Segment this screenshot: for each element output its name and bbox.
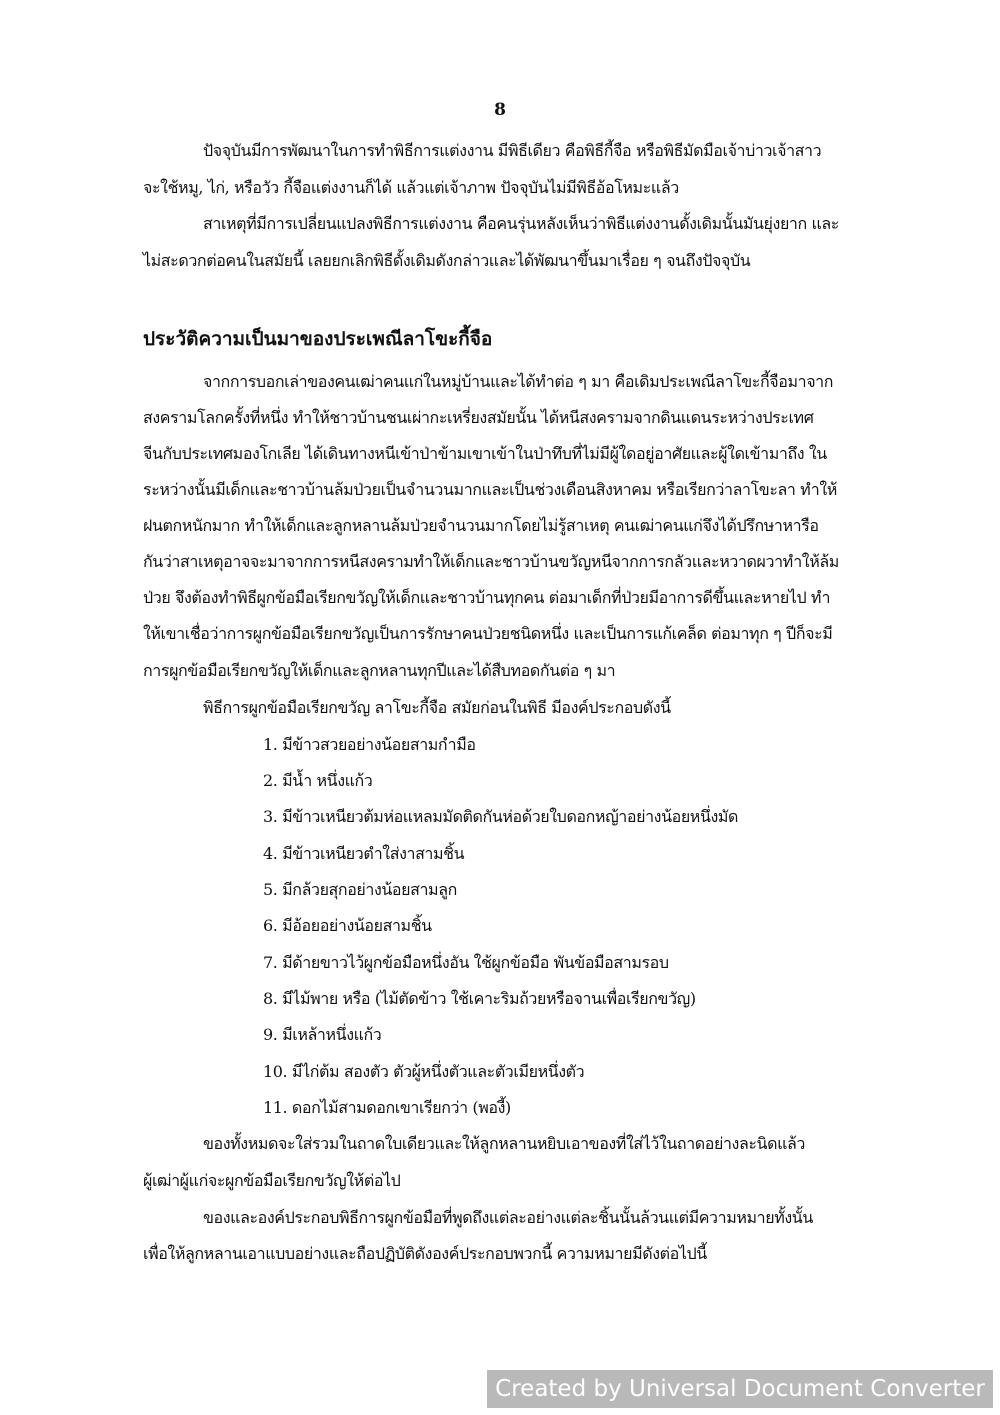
list-item: 10. มีไก่ต้ม สองตัว ตัวผู้หนึ่งตัวและตัวเมียหนึ่งตัว (263, 1062, 585, 1081)
list-item: 6. มีอ้อยอย่างน้อยสามชิ้น (263, 916, 432, 935)
section-heading: ประวัติความเป็นมาของประเพณีลาโขะกี้จือ (143, 328, 493, 350)
paragraph-line: ของทั้งหมดจะใส่รวมในถาดใบเดียวและให้ลูกหลานหยิบเอาของที่ใส่ไว้ในถาดอย่างละนิดแล้ว (203, 1134, 805, 1153)
list-item: 4. มีข้าวเหนียวตำใส่งาสามชิ้น (263, 844, 465, 863)
paragraph-line: ไม่สะดวกต่อคนในสมัยนี้ เลยยกเลิกพิธีดั้งเดิมดังกล่าวและได้พัฒนาขึ้นมาเรื่อย ๆ จนถึงปัจจุบัน (143, 251, 751, 270)
paragraph-line: จีนกับประเทศมองโกเลีย ได้เดินทางหนีเข้าป่าข้ามเขาเข้าในป่าทึบที่ไม่มีผู้ใดอยู่อาศัยและผู้ใดเข้ามาถึง ใน (143, 444, 827, 463)
list-item: 9. มีเหล้าหนึ่งแก้ว (263, 1025, 382, 1044)
paragraph-line: สาเหตุที่มีการเปลี่ยนแปลงพิธีการแต่งงาน คือคนรุ่นหลังเห็นว่าพิธีแต่งงานดั้งเดิมนั้นมันยุ่งยาก และ (203, 214, 839, 233)
paragraph-line: จะใช้หมู, ไก่, หรือวัว กี้จือแต่งงานก็ได้ แล้วแต่เจ้าภาพ ปัจจุบันไม่มีพิธีอ้อโหมะแล้ว (143, 178, 679, 197)
paragraph-line: ของและองค์ประกอบพิธีการผูกข้อมือที่พูดถึงแต่ละอย่างแต่ละชิ้นนั้นล้วนแต่มีความหมายทั้งนั้น (203, 1208, 813, 1227)
list-item: 2. มีน้ำ หนึ่งแก้ว (263, 771, 373, 790)
list-item: 5. มีกล้วยสุกอย่างน้อยสามลูก (263, 880, 457, 899)
paragraph-line: การผูกข้อมือเรียกขวัญให้เด็กและลูกหลานทุกปีและได้สืบทอดกันต่อ ๆ มา (143, 661, 616, 680)
paragraph-line: จากการบอกเล่าของคนเฒ่าคนแก่ในหมู่บ้านและได้ทำต่อ ๆ มา คือเดิมประเพณีลาโขะกี้จือมาจาก (203, 372, 834, 391)
paragraph-line: กันว่าสาเหตุอาจจะมาจากการหนีสงครามทำให้เด็กและชาวบ้านขวัญหนีจากการกลัวและหวาดผวาทำให้ล้ม (143, 552, 839, 571)
list-item: 7. มีด้ายขาวไว้ผูกข้อมือหนึ่งอัน ใช้ผูกข้อมือ พันข้อมือสามรอบ (263, 953, 669, 972)
list-item: 1. มีข้าวสวยอย่างน้อยสามกำมือ (263, 735, 476, 754)
paragraph-line: ผู้เฒ่าผู้แก่จะผูกข้อมือเรียกขวัญให้ต่อไป (143, 1171, 401, 1190)
paragraph-line: ให้เขาเชื่อว่าการผูกข้อมือเรียกขวัญเป็นการรักษาคนป่วยชนิดหนึ่ง และเป็นการแก้เคล็ด ต่อมาทุก ๆ ปีก็จะมี (143, 624, 833, 643)
list-item: 8. มีไม้พาย หรือ (ไม้ตัดข้าว ใช้เคาะริมถ้วยหรือจานเพื่อเรียกขวัญ) (263, 989, 696, 1008)
converter-watermark: Created by Universal Document Converter (487, 1370, 993, 1408)
list-item: 3. มีข้าวเหนียวต้มห่อแหลมมัดติดกันห่อด้วยใบดอกหญ้าอย่างน้อยหนึ่งมัด (263, 807, 739, 826)
list-item: 11. ดอกไม้สามดอกเขาเรียกว่า (พองี้) (263, 1098, 511, 1117)
paragraph-line: พิธีการผูกข้อมือเรียกขวัญ ลาโขะกี้จือ สมัยก่อนในพิธี มีองค์ประกอบดังนี้ (203, 698, 671, 717)
paragraph-line: ระหว่างนั้นมีเด็กและชาวบ้านล้มป่วยเป็นจำนวนมากและเป็นช่วงเดือนสิงหาคม หรือเรียกว่าลาโขะลา ทำให้ (143, 480, 837, 499)
paragraph-line: สงครามโลกครั้งที่หนึ่ง ทำให้ชาวบ้านชนเผ่ากะเหรี่ยงสมัยนั้น ได้หนีสงครามจากดินแดนระหว่างประเทศ (143, 408, 814, 427)
paragraph-line: ฝนตกหนักมาก ทำให้เด็กและลูกหลานล้มป่วยจำนวนมากโดยไม่รู้สาเหตุ คนเฒ่าคนแก่จึงได้ปรึกษาหารือ (143, 516, 819, 535)
paragraph-line: ปัจจุบันมีการพัฒนาในการทำพิธีการแต่งงาน มีพิธีเดียว คือพิธีกี้จือ หรือพิธีมัดมือเจ้าบ่าวเจ้าสาว (203, 141, 822, 160)
page-number: 8 (494, 100, 506, 120)
paragraph-line: ป่วย จึงต้องทำพิธีผูกข้อมือเรียกขวัญให้เด็กและชาวบ้านทุกคน ต่อมาเด็กที่ป่วยมีอาการดีขึ้นและหายไป ทำ (143, 588, 831, 607)
paragraph-line: เพื่อให้ลูกหลานเอาแบบอย่างและถือปฏิบัติดังองค์ประกอบพวกนี้ ความหมายมีดังต่อไปนี้ (143, 1244, 707, 1263)
